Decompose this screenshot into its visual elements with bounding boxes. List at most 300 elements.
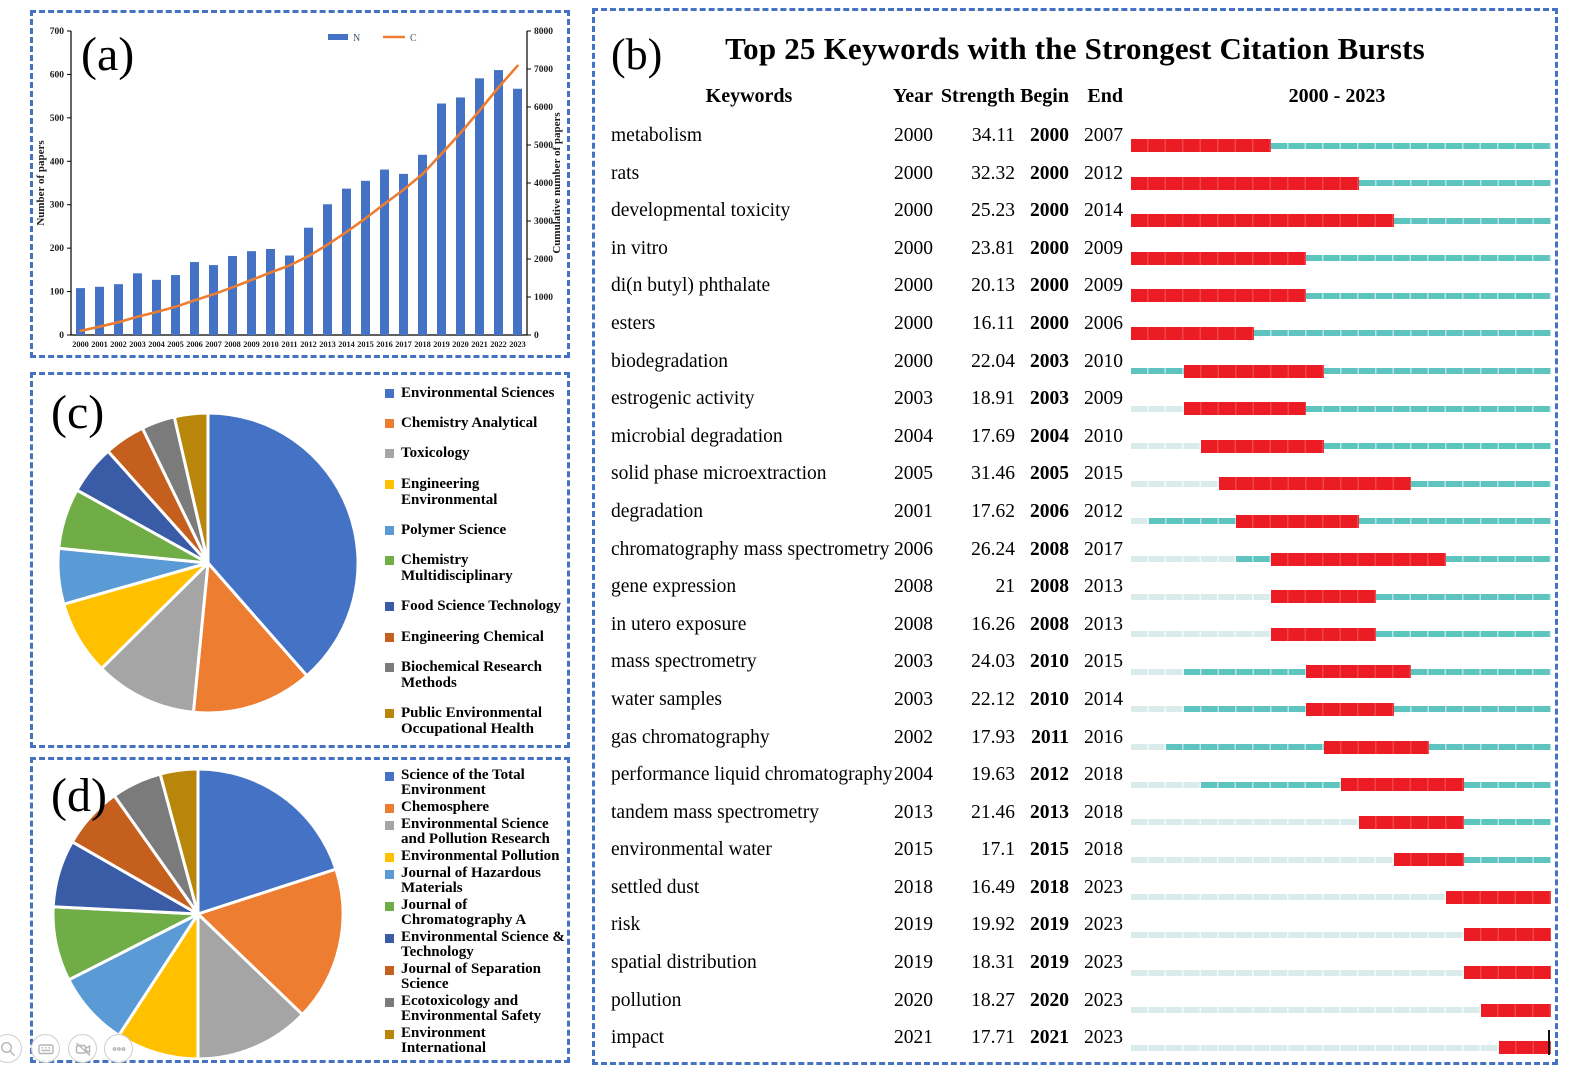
strength-cell: 16.49: [971, 876, 1015, 898]
end-cell: 2023: [1084, 952, 1123, 974]
post-burst-segment: [1464, 819, 1552, 825]
end-cell: 2013: [1084, 576, 1123, 598]
table-row: [611, 612, 1547, 650]
right-tick-label: 3000: [534, 217, 553, 227]
pre-appearance-segment: [1131, 631, 1271, 637]
table-row: [611, 123, 1547, 161]
legend-swatch: [385, 853, 394, 862]
begin-cell: 2003: [1030, 350, 1069, 372]
end-cell: 2006: [1084, 312, 1123, 334]
legend-label: Chemistry Analytical: [401, 415, 538, 432]
post-burst-segment: [1324, 368, 1552, 374]
end-cell: 2014: [1084, 200, 1123, 222]
bar-2002: [114, 284, 123, 335]
legend-swatch: [385, 821, 394, 830]
col-header-keywords: Keywords: [705, 85, 793, 107]
keyboard-button[interactable]: [31, 1034, 60, 1063]
begin-cell: 2000: [1030, 162, 1069, 184]
table-row: [611, 236, 1547, 274]
legend-label: Food Science Technology: [401, 598, 562, 615]
col-header-strength: Strength: [940, 85, 1015, 107]
legend-label: Engineering Environmental: [401, 475, 498, 508]
left-axis-title: Number of papers: [35, 140, 47, 226]
bar-2009: [247, 251, 256, 335]
strength-cell: 19.92: [971, 914, 1015, 936]
burst-timeline-bar: [1131, 702, 1551, 717]
strength-cell: 17.1: [980, 839, 1015, 861]
end-cell: 2009: [1084, 388, 1123, 410]
legend-item: [385, 476, 569, 508]
burst-timeline-bar: [1131, 476, 1551, 491]
active-segment: [1166, 744, 1324, 750]
legend-bar-swatch: [328, 34, 348, 40]
burst-segment: [1131, 289, 1306, 302]
burst-segment: [1394, 853, 1464, 866]
burst-timeline-bar: [1131, 401, 1551, 416]
table-row: [611, 198, 1547, 236]
begin-cell: 2012: [1030, 764, 1069, 786]
table-row: [611, 537, 1547, 575]
x-tick-label: 2002: [110, 340, 127, 349]
bar-2016: [380, 170, 389, 335]
strength-cell: 21: [995, 576, 1015, 598]
burst-timeline-bar: [1131, 927, 1551, 942]
burst-segment: [1481, 1004, 1551, 1017]
burst-segment: [1236, 515, 1359, 528]
end-cell: 2023: [1084, 1027, 1123, 1049]
burst-table-title: Top 25 Keywords with the Strongest Citation Bursts: [725, 31, 1425, 66]
burst-segment: [1464, 966, 1552, 979]
right-tick-label: 1000: [534, 293, 553, 303]
keyword-cell: microbial degradation: [611, 425, 783, 447]
x-tick-label: 2006: [186, 340, 203, 349]
year-cell: 2019: [894, 914, 933, 936]
legend-item: [385, 768, 569, 798]
x-tick-label: 2018: [414, 340, 431, 349]
table-row: [611, 875, 1547, 913]
legend-item: [385, 930, 569, 960]
col-header-begin: Begin: [1020, 85, 1069, 107]
strength-cell: 17.71: [971, 1027, 1015, 1049]
legend-label: Environmental Pollution: [401, 848, 560, 864]
legend-item: [385, 800, 569, 815]
begin-cell: 2019: [1030, 914, 1069, 936]
post-burst-segment: [1271, 143, 1551, 149]
legend-label: Toxicology: [401, 445, 470, 462]
legend-swatch: [385, 998, 394, 1007]
burst-segment: [1359, 816, 1464, 829]
begin-cell: 2000: [1030, 312, 1069, 334]
burst-timeline-bar: [1131, 664, 1551, 679]
pre-appearance-segment: [1131, 782, 1201, 788]
legend-label: Environmental Sciences: [401, 385, 555, 401]
strength-cell: 18.27: [971, 989, 1015, 1011]
bar-2007: [209, 265, 218, 335]
burst-table-rows: [611, 123, 1547, 1063]
begin-cell: 2013: [1030, 801, 1069, 823]
panel-b-citation-bursts: [592, 8, 1558, 1065]
burst-timeline-bar: [1131, 138, 1551, 153]
table-row: [611, 574, 1547, 612]
legend-label: Science of the Total Environment: [401, 767, 525, 798]
post-burst-segment: [1446, 556, 1551, 562]
begin-cell: 2003: [1030, 388, 1069, 410]
post-burst-segment: [1324, 443, 1552, 449]
active-segment: [1149, 518, 1237, 524]
legend-item: [385, 445, 569, 461]
burst-timeline-bar: [1131, 965, 1551, 980]
search-button[interactable]: [0, 1034, 22, 1063]
pre-appearance-segment: [1131, 443, 1201, 449]
x-tick-label: 2008: [224, 340, 241, 349]
bar-2021: [475, 78, 484, 335]
burst-timeline-bar: [1131, 890, 1551, 905]
year-cell: 2005: [894, 463, 933, 485]
bar-2019: [437, 104, 446, 335]
burst-segment: [1201, 440, 1324, 453]
begin-cell: 2010: [1030, 651, 1069, 673]
burst-segment: [1131, 177, 1359, 190]
strength-cell: 24.03: [971, 651, 1015, 673]
post-burst-segment: [1359, 180, 1552, 186]
burst-segment: [1446, 891, 1551, 904]
table-row: [611, 649, 1547, 687]
begin-cell: 2008: [1030, 538, 1069, 560]
left-tick-label: 500: [49, 113, 64, 124]
x-tick-label: 2011: [281, 340, 298, 349]
left-tick-label: 600: [49, 70, 64, 81]
legend-item: [385, 1026, 569, 1056]
begin-cell: 2000: [1030, 275, 1069, 297]
burst-table-header: [611, 83, 1547, 109]
legend-swatch: [385, 934, 394, 943]
year-cell: 2003: [894, 688, 933, 710]
strength-cell: 16.11: [971, 312, 1015, 334]
right-tick-label: 0: [534, 331, 539, 341]
left-tick-label: 100: [49, 287, 64, 298]
year-cell: 2006: [894, 538, 933, 560]
legend-label: Chemosphere: [401, 799, 490, 815]
right-tick-label: 8000: [534, 27, 553, 37]
burst-timeline-bar: [1131, 288, 1551, 303]
pre-appearance-segment: [1131, 970, 1464, 976]
more-dots-icon: [110, 1040, 128, 1058]
post-burst-segment: [1429, 744, 1552, 750]
col-header-end: End: [1087, 85, 1123, 107]
legend-label: Environmental Science and Pollution Research: [401, 816, 550, 847]
bar-2015: [361, 181, 370, 335]
legend-label: Environmental Science & Technology: [401, 929, 565, 960]
table-row: [611, 800, 1547, 838]
legend-label: Public Environmental Occupational Health: [401, 704, 542, 737]
year-cell: 2000: [894, 312, 933, 334]
end-cell: 2012: [1084, 500, 1123, 522]
table-row: [611, 950, 1547, 988]
burst-segment: [1324, 741, 1429, 754]
post-burst-segment: [1376, 631, 1551, 637]
year-cell: 2004: [894, 764, 933, 786]
end-cell: 2018: [1084, 764, 1123, 786]
left-tick-label: 0: [59, 331, 64, 341]
active-segment: [1236, 556, 1271, 562]
left-tick-label: 700: [49, 27, 64, 37]
burst-segment: [1271, 590, 1376, 603]
panel-c-research-areas-pie: [30, 372, 570, 748]
floating-toolbar: [0, 1033, 220, 1078]
year-cell: 2021: [894, 1027, 933, 1049]
end-cell: 2017: [1084, 538, 1123, 560]
right-tick-label: 2000: [534, 255, 553, 265]
keyword-cell: settled dust: [611, 876, 700, 898]
x-tick-label: 2003: [129, 340, 146, 349]
burst-segment: [1341, 778, 1464, 791]
panel-d-label: (d): [51, 769, 107, 822]
legend-label: Journal of Chromatography A: [401, 897, 527, 928]
year-cell: 2018: [894, 876, 933, 898]
x-tick-label: 2014: [338, 340, 355, 349]
left-tick-label: 400: [49, 157, 64, 168]
bar-2013: [323, 204, 332, 335]
bar-2017: [399, 174, 408, 335]
year-cell: 2020: [894, 989, 933, 1011]
post-burst-segment: [1411, 481, 1551, 487]
legend-label: Journal of Separation Science: [401, 961, 542, 992]
post-burst-segment: [1359, 518, 1552, 524]
strength-cell: 18.31: [971, 952, 1015, 974]
burst-segment: [1219, 477, 1412, 490]
table-row: [611, 762, 1547, 800]
pre-appearance-segment: [1131, 518, 1149, 524]
pre-appearance-segment: [1131, 1007, 1481, 1013]
keyword-cell: environmental water: [611, 839, 772, 861]
burst-segment: [1131, 214, 1394, 227]
post-burst-segment: [1306, 293, 1551, 299]
end-cell: 2014: [1084, 688, 1123, 710]
legend-swatch: [385, 1030, 394, 1039]
end-cell: 2012: [1084, 162, 1123, 184]
left-tick-label: 300: [49, 200, 64, 211]
begin-cell: 2010: [1030, 688, 1069, 710]
burst-timeline-bar: [1131, 1040, 1551, 1055]
bar-2004: [152, 280, 161, 335]
end-cell: 2010: [1084, 350, 1123, 372]
right-axis-title: Cumulative number of papers: [551, 112, 563, 254]
legend-label: Chemistry Multidisciplinary: [401, 552, 513, 585]
end-cell: 2009: [1084, 237, 1123, 259]
begin-cell: 2000: [1030, 125, 1069, 146]
table-row: [611, 687, 1547, 725]
legend-label: Engineering Chemical: [401, 628, 544, 645]
bar-2003: [133, 273, 142, 335]
post-burst-segment: [1464, 782, 1552, 788]
post-burst-segment: [1394, 218, 1552, 224]
post-burst-segment: [1306, 255, 1551, 261]
cumulative-line: [81, 66, 518, 331]
panel-d-journals-pie: [30, 757, 570, 1063]
keyword-cell: rats: [611, 162, 640, 184]
strength-cell: 19.63: [971, 764, 1015, 786]
begin-cell: 2008: [1030, 576, 1069, 598]
burst-timeline-bar: [1131, 815, 1551, 830]
legend-item: [385, 994, 569, 1024]
legend-swatch: [385, 526, 394, 535]
strength-cell: 20.13: [971, 275, 1015, 297]
search-icon: [0, 1040, 17, 1058]
legend-swatch: [385, 709, 394, 718]
pre-appearance-segment: [1131, 1045, 1499, 1051]
begin-cell: 2000: [1030, 237, 1069, 259]
post-burst-segment: [1394, 706, 1552, 712]
burst-segment: [1131, 327, 1254, 340]
burst-timeline-bar: [1131, 852, 1551, 867]
legend-label-c: C: [410, 33, 417, 44]
legend-swatch: [385, 419, 394, 428]
legend-item: [385, 629, 569, 645]
legend-item: [385, 866, 569, 896]
table-row: [611, 499, 1547, 537]
table-row: [611, 273, 1547, 311]
keyword-cell: metabolism: [611, 125, 702, 146]
legend-swatch: [385, 772, 394, 781]
x-tick-label: 2009: [243, 340, 260, 349]
strength-cell: 25.23: [971, 200, 1015, 222]
pre-appearance-segment: [1131, 819, 1359, 825]
x-tick-label: 2019: [433, 340, 450, 349]
end-cell: 2007: [1084, 125, 1123, 146]
keyword-cell: estrogenic activity: [611, 388, 755, 410]
bar-2014: [342, 189, 351, 335]
legend-label: Environment International: [401, 1025, 487, 1056]
x-tick-label: 2015: [357, 340, 374, 349]
bar-2010: [266, 249, 275, 335]
burst-timeline-bar: [1131, 251, 1551, 266]
strength-cell: 22.04: [971, 350, 1015, 372]
col-header-year: Year: [893, 85, 933, 107]
strength-cell: 23.81: [971, 237, 1015, 259]
bar-2000: [76, 288, 85, 335]
bar-2008: [228, 256, 237, 335]
burst-timeline-bar: [1131, 589, 1551, 604]
legend-label: Polymer Science: [401, 521, 507, 538]
strength-cell: 31.46: [971, 463, 1015, 485]
burst-segment: [1184, 365, 1324, 378]
table-row: [611, 725, 1547, 763]
more-options-button[interactable]: [104, 1034, 133, 1063]
x-tick-label: 2016: [376, 340, 393, 349]
right-tick-label: 6000: [534, 103, 553, 113]
legend-swatch: [385, 389, 394, 398]
burst-timeline-bar: [1131, 777, 1551, 792]
burst-segment: [1131, 139, 1271, 152]
burst-timeline-bar: [1131, 326, 1551, 341]
burst-timeline-bar: [1131, 740, 1551, 755]
legend-item: [385, 522, 569, 538]
legend-swatch: [385, 556, 394, 565]
left-tick-label: 200: [49, 244, 64, 255]
x-tick-label: 2021: [471, 340, 488, 349]
panel-a-label: (a): [81, 28, 135, 81]
active-segment: [1131, 368, 1184, 374]
end-cell: 2016: [1084, 726, 1123, 748]
end-cell: 2009: [1084, 275, 1123, 297]
end-cell: 2013: [1084, 613, 1123, 635]
begin-cell: 2011: [1031, 726, 1069, 748]
end-cell: 2023: [1084, 876, 1123, 898]
table-row: [611, 386, 1547, 424]
legend-item: [385, 659, 569, 691]
burst-timeline-bar: [1131, 627, 1551, 642]
legend-item: [385, 817, 569, 847]
end-cell: 2010: [1084, 425, 1123, 447]
panel-b-label: (b): [611, 30, 663, 79]
year-cell: 2004: [894, 425, 933, 447]
burst-timeline-bar: [1131, 552, 1551, 567]
strength-cell: 22.12: [971, 688, 1015, 710]
year-cell: 2008: [894, 576, 933, 598]
table-row: [611, 311, 1547, 349]
pre-appearance-segment: [1131, 406, 1184, 412]
legend-swatch: [385, 902, 394, 911]
legend-swatch: [385, 449, 394, 458]
burst-segment: [1306, 665, 1411, 678]
legend-item: [385, 962, 569, 992]
strength-cell: 34.11: [971, 125, 1015, 146]
begin-cell: 2015: [1030, 839, 1069, 861]
year-cell: 2001: [894, 500, 933, 522]
legend-swatch: [385, 602, 394, 611]
burst-timeline-bar: [1131, 514, 1551, 529]
burst-segment: [1306, 703, 1394, 716]
journals-legend: [385, 768, 569, 1056]
end-cell: 2015: [1084, 651, 1123, 673]
panel-a-publications-chart: [30, 10, 570, 358]
year-cell: 2019: [894, 952, 933, 974]
bar-2018: [418, 155, 427, 335]
legend-label: Journal of Hazardous Materials: [401, 865, 542, 896]
x-tick-label: 2005: [167, 340, 184, 349]
camera-off-button[interactable]: [68, 1034, 97, 1063]
x-tick-label: 2020: [452, 340, 469, 349]
strength-cell: 16.26: [971, 613, 1015, 635]
x-tick-label: 2000: [72, 340, 89, 349]
end-cell: 2023: [1084, 914, 1123, 936]
legend-item: [385, 898, 569, 928]
table-row: [611, 1025, 1547, 1063]
table-row: [611, 461, 1547, 499]
keyword-cell: spatial distribution: [611, 952, 757, 974]
strength-cell: 17.93: [971, 726, 1015, 748]
legend-swatch: [385, 633, 394, 642]
x-tick-label: 2023: [509, 340, 526, 349]
keyword-cell: esters: [611, 312, 656, 334]
bar-2023: [513, 89, 522, 335]
year-cell: 2003: [894, 388, 933, 410]
keyword-cell: impact: [611, 1027, 665, 1049]
bar-2012: [304, 228, 313, 335]
post-burst-segment: [1411, 669, 1551, 675]
begin-cell: 2021: [1030, 1027, 1069, 1049]
end-cell: 2023: [1084, 989, 1123, 1011]
legend-item: [385, 552, 569, 584]
legend-item: [385, 415, 569, 431]
year-cell: 2000: [894, 200, 933, 222]
end-cell: 2018: [1084, 839, 1123, 861]
legend-item: [385, 849, 569, 864]
year-cell: 2013: [894, 801, 933, 823]
x-tick-label: 2013: [319, 340, 336, 349]
bar-2022: [494, 70, 503, 335]
post-burst-segment: [1376, 594, 1551, 600]
